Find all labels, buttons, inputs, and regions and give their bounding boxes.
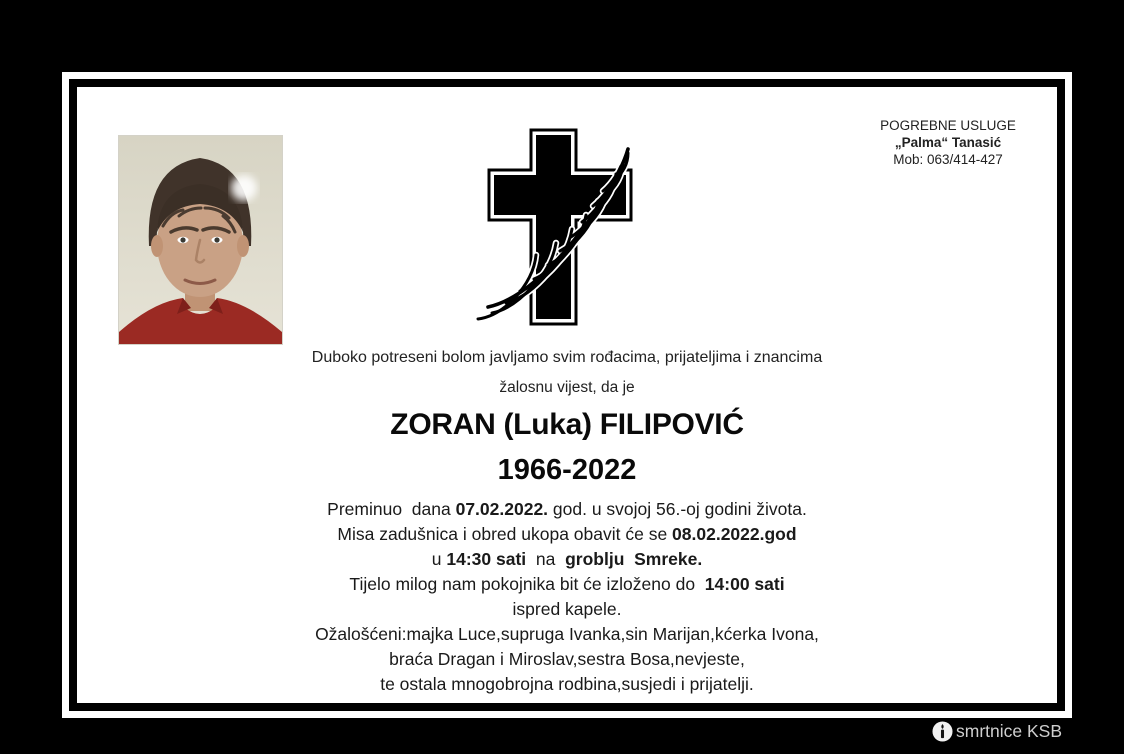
- body-line: [77, 572, 1057, 597]
- body-segment: god. u svojoj 56.-oj godini života.: [548, 499, 807, 519]
- body-segment: 08.02.2022.god: [672, 524, 797, 544]
- body-segment: braća Dragan i Miroslav,sestra Bosa,nevjeste,: [389, 649, 745, 669]
- card-inner: [77, 87, 1057, 703]
- body-line: [77, 497, 1057, 522]
- deceased-photo: [118, 135, 283, 345]
- body-segment: na: [526, 549, 566, 569]
- intro-line-2: žalosnu vijest, da je: [499, 379, 635, 396]
- funeral-home-title: POGREBNE USLUGE: [880, 118, 1016, 133]
- funeral-home-info: [853, 117, 1043, 168]
- funeral-home-phone: Mob: 063/414-427: [893, 152, 1003, 167]
- body-segment: ispred kapele.: [512, 599, 622, 619]
- body-line: [77, 647, 1057, 672]
- body-segment: 07.02.2022.: [455, 499, 549, 519]
- footer-brand-label: smrtnice KSB: [956, 721, 1062, 741]
- deceased-name: ZORAN (Luka) FILIPOVIĆ: [390, 408, 744, 441]
- body-segment: Tijelo milog nam pokojnika bit će izloženo do: [349, 574, 705, 594]
- portrait-image: [119, 136, 282, 344]
- deceased-years: 1966-2022: [497, 454, 637, 486]
- body-segment: groblju Smreke.: [565, 549, 703, 569]
- card-frame: [69, 79, 1065, 711]
- footer-watermark: [932, 721, 1062, 742]
- body-segment: 14:30 sati: [446, 549, 527, 569]
- cross-and-palm-branch-icon: [476, 127, 648, 332]
- body-segment: Misa zadušnica i obred ukopa obavit će se: [337, 524, 673, 544]
- body-line: [77, 622, 1057, 647]
- obituary-card: [62, 72, 1072, 718]
- cross-palm-graphic: [476, 127, 648, 332]
- body-line: [77, 547, 1057, 572]
- body-line: [77, 672, 1057, 697]
- body-segment: u: [431, 549, 447, 569]
- body-text: [77, 497, 1057, 697]
- intro-line-1: Duboko potreseni bolom javljamo svim rođacima, prijateljima i znancima: [311, 349, 823, 366]
- funeral-home-brand: „Palma“ Tanasić: [894, 135, 1002, 150]
- body-segment: Ožalošćeni:majka Luce,supruga Ivanka,sin Marijan,kćerka Ivona,: [315, 624, 819, 644]
- body-segment: Preminuo dana: [327, 499, 456, 519]
- body-segment: 14:00 sati: [704, 574, 785, 594]
- candle-icon: [932, 721, 953, 742]
- body-segment: te ostala mnogobrojna rodbina,susjedi i prijatelji.: [380, 674, 754, 694]
- body-line: [77, 522, 1057, 547]
- body-line: [77, 597, 1057, 622]
